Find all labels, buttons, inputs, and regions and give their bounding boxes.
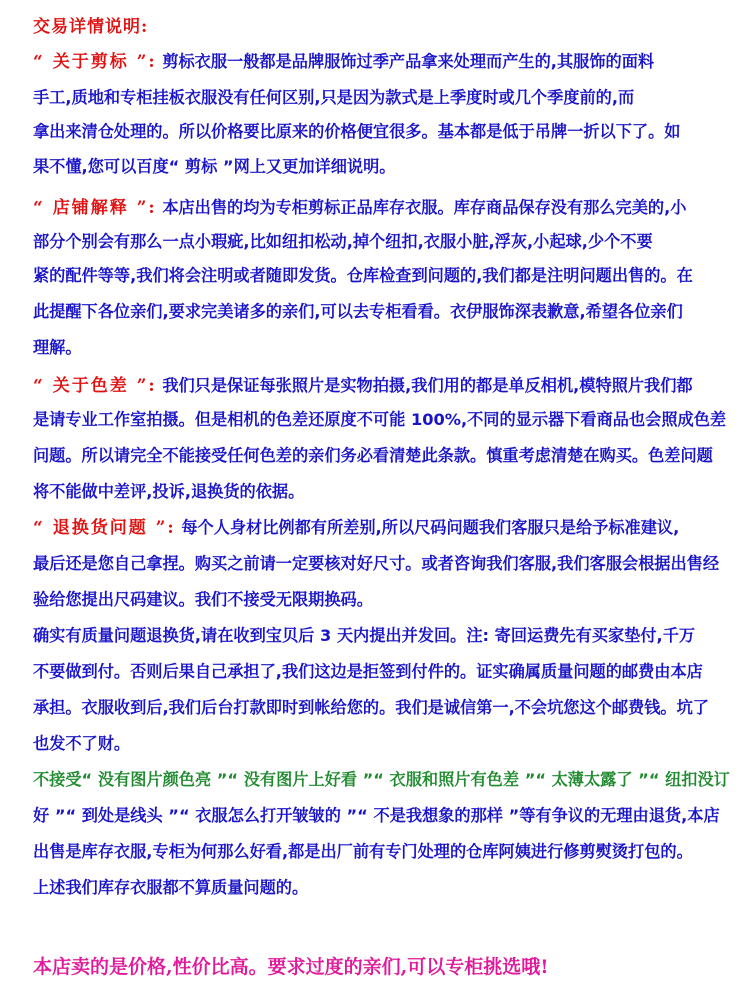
paragraph-line: 也发不了财。 <box>33 734 131 753</box>
paragraph-line: 好 ”“ 到处是线头 ”“ 衣服怎么打开皱皱的 ”“ 不是我想象的那样 ”等有争议的无理由退货,本店 <box>33 806 720 825</box>
paragraph-line: 是请专业工作室拍摄。但是相机的色差还原度不可能 100%,不同的显示器下看商品也会照成色差 <box>33 410 727 429</box>
section-returns-line-1 <box>33 518 745 538</box>
paragraph-text: 我们只是保证每张照片是实物拍摄,我们用的都是单反相机,模特照片我们都 <box>162 376 693 395</box>
paragraph-line: 问题。所以请完全不能接受任何色差的亲们务必看清楚此条款。慎重考虑清楚在购买。色差问题 <box>33 446 713 465</box>
section-jianbiao-line-1 <box>33 52 745 72</box>
paragraph-line: 紧的配件等等,我们将会注明或者随即发货。仓库检查到问题的,我们都是注明问题出售的。在 <box>33 266 693 285</box>
section-shop-line-1 <box>33 198 745 218</box>
paragraph-line: 拿出来清仓处理的。所以价格要比原来的价格便宜很多。基本都是低于吊牌一折以下了。如 <box>33 122 681 141</box>
paragraph-line: 确实有质量问题退换货,请在收到宝贝后 3 天内提出并发回。注: 寄回运费先有买家垫付,千万 <box>33 626 696 645</box>
footer-slogan: 本店卖的是价格,性价比高。要求过度的亲们,可以专柜挑选哦! <box>33 956 549 978</box>
section-color-line-1 <box>33 376 745 396</box>
paragraph-line: 理解。 <box>33 338 82 357</box>
paragraph-line: 手工,质地和专柜挂板衣服没有任何区别,只是因为款式是上季度时或几个季度前的,而 <box>33 88 635 107</box>
page-title: 交易详情说明: <box>33 17 149 37</box>
paragraph-line: 上述我们库存衣服都不算质量问题的。 <box>33 878 309 897</box>
paragraph-line: 最后还是您自己拿捏。购买之前请一定要核对好尺寸。或者咨询我们客服,我们客服会根据出售经 <box>33 554 720 573</box>
section-heading-returns: “ 退换货问题 ”: <box>33 518 176 538</box>
paragraph-line: 验给您提出尺码建议。我们不接受无限期换码。 <box>33 590 373 609</box>
paragraph-line: 不接受“ 没有图片颜色亮 ”“ 没有图片上好看 ”“ 衣服和照片有色差 ”“ 太薄太露了 ”“ 纽扣没订 <box>33 770 730 789</box>
paragraph-text: 剪标衣服一般都是品牌服饰过季产品拿来处理而产生的,其服饰的面料 <box>162 52 655 71</box>
section-heading-color: “ 关于色差 ”: <box>33 376 157 396</box>
paragraph-line: 承担。衣服收到后,我们后台打款即时到帐给您的。我们是诚信第一,不会坑您这个邮费钱。坑了 <box>33 698 709 717</box>
paragraph-line: 出售是库存衣服,专柜为何那么好看,都是出厂前有专门处理的仓库阿姨进行修剪熨烫打包的。 <box>33 842 693 861</box>
section-heading-jianbiao: “ 关于剪标 ”: <box>33 52 157 72</box>
paragraph-text: 每个人身材比例都有所差别,所以尺码问题我们客服只是给予标准建议, <box>181 518 680 537</box>
paragraph-line: 部分个别会有那么一点小瑕疵,比如纽扣松动,掉个纽扣,衣服小脏,浮灰,小起球,少个不要 <box>33 232 653 251</box>
paragraph-line: 不要做到付。否则后果自己承担了,我们这边是拒签到付件的。证实确属质量问题的邮费由本店 <box>33 662 703 681</box>
paragraph-line: 果不懂,您可以百度“ 剪标 ”网上又更加详细说明。 <box>33 157 396 176</box>
paragraph-line: 将不能做中差评,投诉,退换货的依据。 <box>33 482 305 501</box>
section-heading-shop: “ 店铺解释 ”: <box>33 198 157 218</box>
paragraph-line: 此提醒下各位亲们,要求完美诸多的亲们,可以去专柜看看。衣伊服饰深表歉意,希望各位亲们 <box>33 302 683 321</box>
paragraph-text: 本店出售的均为专柜剪标正品库存衣服。库存商品保存没有那么完美的,小 <box>162 198 687 217</box>
